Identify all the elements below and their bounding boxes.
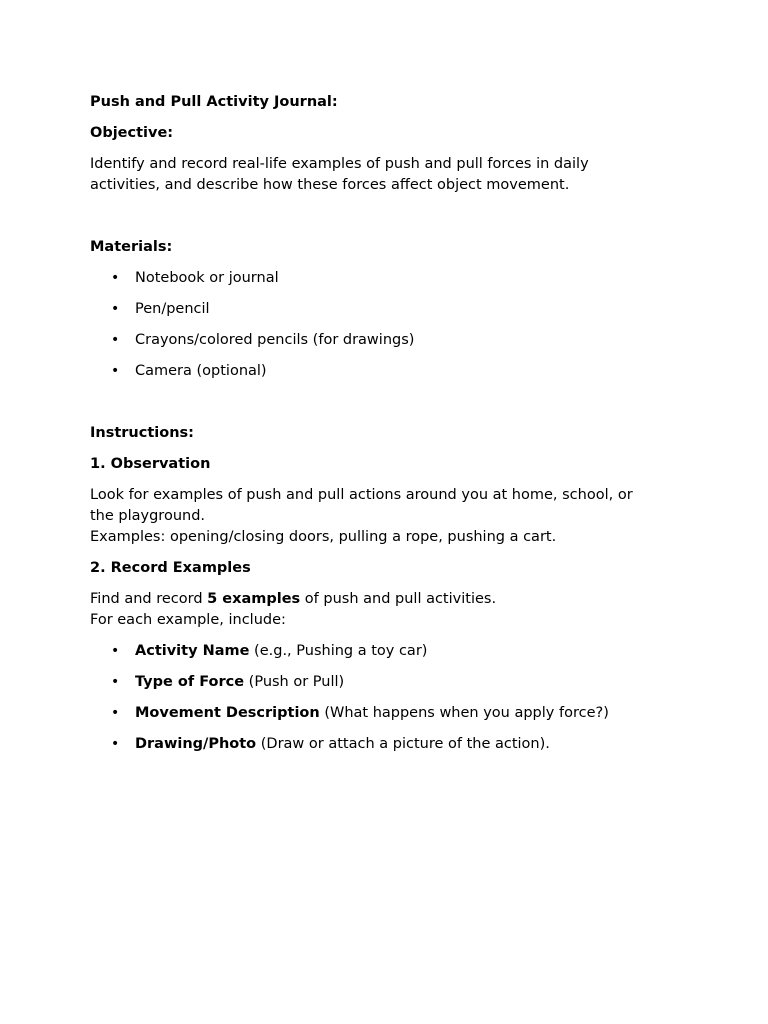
step-1-line-1: Look for examples of push and pull actions around you at home, school, or (90, 487, 633, 503)
materials-list (90, 268, 680, 382)
field-name: Drawing/Photo (135, 736, 257, 752)
materials-item: Notebook or journal (135, 270, 279, 286)
field-description: (e.g., Pushing a toy car) (249, 643, 428, 659)
step-2-find-bold: 5 examples (207, 591, 301, 607)
field-name: Type of Force (135, 674, 245, 690)
list-item (90, 299, 680, 320)
step-2-find-suffix: of push and pull activities. (300, 591, 497, 607)
field-name: Movement Description (135, 705, 320, 721)
document-body (90, 92, 680, 765)
instructions-heading: Instructions: (90, 425, 194, 441)
field-description: (Push or Pull) (244, 674, 345, 690)
step-2-text (90, 589, 680, 631)
section-spacer (90, 392, 680, 423)
list-item (90, 361, 680, 382)
field-description: (What happens when you apply force?) (319, 705, 609, 721)
step-2-find-prefix: Find and record (90, 591, 208, 607)
bullet-icon: • (111, 643, 120, 659)
objective-line-2: activities, and describe how these forces affect object movement. (90, 177, 570, 193)
bullet-icon: • (111, 736, 120, 752)
bullet-icon: • (111, 270, 120, 286)
list-item (90, 672, 680, 693)
bullet-icon: • (111, 705, 120, 721)
field-name: Activity Name (135, 643, 250, 659)
document-title: Push and Pull Activity Journal: (90, 94, 338, 110)
step-1-line-2: the playground. (90, 508, 206, 524)
step-2-include-line: For each example, include: (90, 612, 286, 628)
step-1-examples: Examples: opening/closing doors, pulling a rope, pushing a cart. (90, 529, 557, 545)
step-1-text (90, 485, 680, 548)
list-item (90, 641, 680, 662)
list-item (90, 703, 680, 724)
materials-item: Pen/pencil (135, 301, 210, 317)
bullet-icon: • (111, 674, 120, 690)
bullet-icon: • (111, 332, 120, 348)
materials-item: Camera (optional) (135, 363, 267, 379)
record-fields-list (90, 641, 680, 755)
field-description: (Draw or attach a picture of the action). (256, 736, 550, 752)
step-2-heading: 2. Record Examples (90, 560, 251, 576)
list-item (90, 330, 680, 351)
list-item (90, 268, 680, 289)
section-spacer (90, 206, 680, 237)
step-1-heading: 1. Observation (90, 456, 211, 472)
objective-text (90, 154, 680, 196)
objective-line-1: Identify and record real-life examples of push and pull forces in daily (90, 156, 589, 172)
materials-item: Crayons/colored pencils (for drawings) (135, 332, 415, 348)
bullet-icon: • (111, 363, 120, 379)
list-item (90, 734, 680, 755)
bullet-icon: • (111, 301, 120, 317)
objective-heading: Objective: (90, 125, 174, 141)
materials-heading: Materials: (90, 239, 173, 255)
